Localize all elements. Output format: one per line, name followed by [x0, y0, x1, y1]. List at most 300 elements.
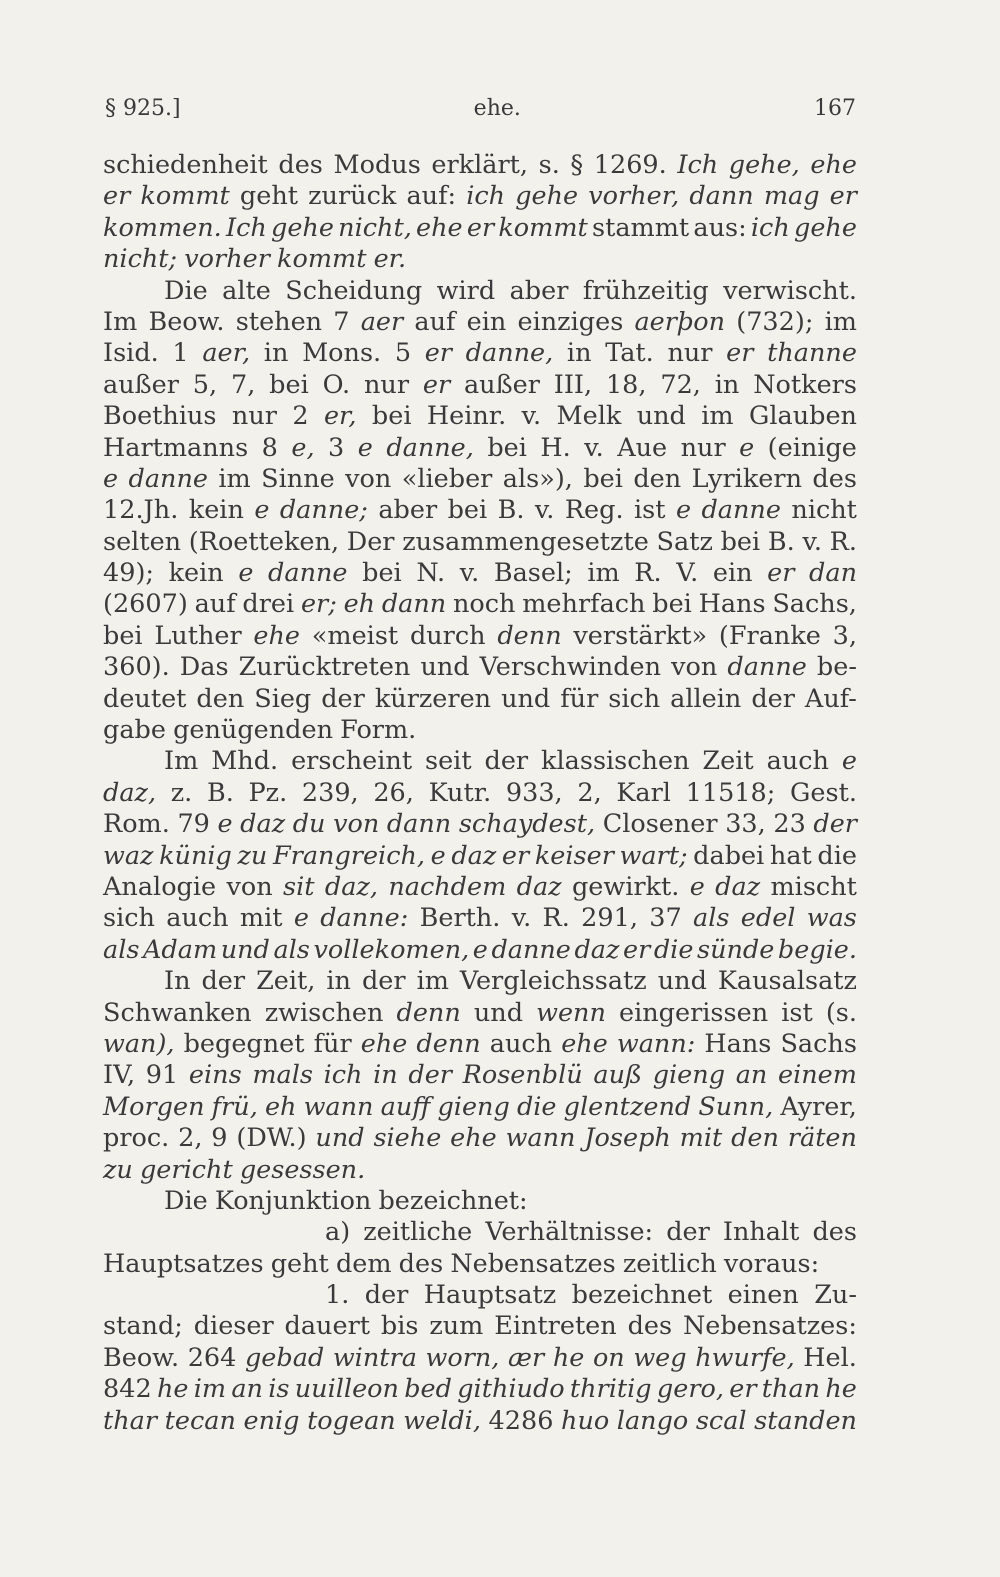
word: than [761, 1374, 821, 1405]
word: er, [323, 401, 357, 432]
word: 18, [605, 369, 647, 400]
word: R. [634, 558, 662, 589]
word: danne: [320, 903, 409, 934]
word: aerþon [634, 306, 726, 337]
word: erscheint [291, 746, 413, 777]
word: a) [325, 1217, 351, 1248]
word: Modus [333, 150, 421, 180]
text-line [103, 307, 857, 338]
word: 2 [292, 401, 309, 432]
word: glentzend [563, 1091, 692, 1122]
word: ich [466, 181, 506, 212]
text-line [103, 558, 857, 589]
word: githiudo [457, 1374, 565, 1405]
word: der [321, 683, 365, 714]
word: er [501, 840, 530, 871]
word: allein [670, 683, 742, 714]
word: zurück [308, 181, 397, 212]
word: geht [270, 1248, 329, 1279]
word: 291, [581, 903, 638, 934]
word: als»), [502, 463, 573, 494]
word: gesessen. [239, 1154, 366, 1185]
word: (732); [736, 306, 814, 337]
word: H. [540, 432, 571, 463]
word: als [103, 934, 140, 965]
word: mit [679, 1123, 723, 1154]
word: begegnet [183, 1028, 305, 1059]
word: frü, [211, 1091, 258, 1122]
text-line [103, 276, 857, 307]
word: hwurfe, [695, 1342, 795, 1373]
word: Beow. [148, 306, 225, 337]
word: thar [103, 1405, 158, 1436]
word: und [220, 934, 270, 965]
text-line [103, 684, 857, 715]
word: Schwanken [103, 997, 252, 1028]
text-line [103, 1155, 857, 1186]
text-line [103, 998, 857, 1029]
text-line [103, 1280, 857, 1311]
word: im [218, 463, 251, 494]
word: 2, [577, 777, 602, 808]
word: Scheidung [285, 275, 423, 306]
word: he [825, 1374, 857, 1405]
word: thritig [569, 1374, 652, 1405]
word: im [701, 401, 734, 432]
word: gieng [437, 1091, 510, 1122]
word: aber [378, 495, 438, 526]
word: wann: [616, 1028, 696, 1059]
word: kein [168, 558, 224, 589]
word: mehrfach [522, 589, 646, 620]
word: nicht, [338, 212, 412, 243]
word: 9 [211, 1123, 228, 1154]
word: er [466, 212, 495, 243]
word: bei [371, 401, 412, 432]
word: Zu- [814, 1280, 857, 1311]
word: Beow. [103, 1342, 180, 1373]
word: eingerissen [619, 997, 769, 1028]
word: e [841, 746, 857, 777]
word: danne [701, 495, 781, 526]
word: e [430, 840, 446, 871]
word: uuilleon [294, 1374, 399, 1405]
text-line [103, 778, 857, 809]
word: v. [511, 903, 532, 934]
word: R. [829, 526, 857, 557]
word: des [627, 1311, 673, 1342]
word: danne [128, 463, 208, 494]
word: 3, [832, 620, 857, 651]
word: Mons. [302, 338, 382, 369]
word: in [326, 966, 351, 997]
word: Kausalsatz [717, 966, 857, 997]
word: er [829, 181, 857, 212]
word: aer [360, 306, 404, 337]
word: 842 [103, 1374, 152, 1405]
word: Zeit [702, 746, 754, 777]
word: alte [222, 275, 271, 306]
word: ehe [810, 150, 857, 180]
word: O. [322, 369, 351, 400]
word: nicht [791, 495, 857, 526]
word: frühzeitig [582, 275, 709, 306]
word: dann [381, 589, 447, 620]
word: nachdem [388, 871, 507, 902]
word: Hauptsatzes [103, 1248, 264, 1279]
word: 49); [103, 558, 154, 589]
text-line [103, 150, 857, 181]
word: er; [300, 589, 337, 620]
word: dieser [193, 1311, 274, 1342]
word: Konjunktion [214, 1185, 372, 1216]
word: aer, [202, 338, 251, 369]
word: Hans [698, 589, 766, 620]
word: (s. [825, 997, 857, 1028]
word: v. [459, 558, 480, 589]
word: v. [534, 495, 555, 526]
text-line [103, 1374, 857, 1405]
text-line [103, 1406, 857, 1437]
word: er. [373, 244, 407, 275]
word: Zurücktreten [238, 652, 411, 683]
word: Verschwinden [479, 652, 662, 683]
word: zu [237, 840, 268, 871]
section-reference: § 925.] [105, 96, 181, 121]
word: 8 [261, 432, 278, 463]
word: Gest. [790, 777, 857, 808]
word: togean [307, 1405, 396, 1436]
text-line [103, 966, 857, 997]
word: worn, [425, 1342, 500, 1373]
word: stammt [592, 212, 690, 243]
word: danne [727, 652, 807, 683]
text-line [103, 1029, 857, 1060]
word: 1269. [593, 150, 667, 180]
word: stehen [235, 306, 323, 337]
word: mit [239, 903, 283, 934]
word: an [735, 1060, 768, 1091]
text-line [103, 872, 857, 903]
word: Eintreten [494, 1311, 617, 1342]
word: wart; [619, 840, 688, 871]
running-header [105, 96, 856, 121]
word: Closener [602, 809, 718, 840]
word: 4286 [488, 1405, 554, 1436]
word: nur [231, 401, 277, 432]
word: 1 [172, 338, 189, 369]
word: drei [242, 589, 295, 620]
word: ehe [561, 1028, 608, 1059]
word: Sieg [254, 683, 312, 714]
word: Im [164, 746, 199, 777]
word: Glauben [748, 401, 857, 432]
word: in [566, 338, 592, 369]
text-line [103, 1123, 857, 1154]
word: was [806, 903, 857, 934]
word: verwischt. [723, 275, 857, 306]
word: e, [291, 432, 315, 463]
word: denn [396, 997, 461, 1028]
word: R. [542, 903, 570, 934]
word: Im [103, 306, 138, 337]
word: Lyrikern [691, 463, 802, 494]
word: bed [404, 1374, 452, 1405]
word: daz [574, 934, 620, 965]
text-line [103, 401, 857, 432]
word: Notkers [753, 369, 857, 400]
word: v. [802, 526, 822, 557]
word: kürzeren [374, 683, 492, 714]
word: die [653, 934, 694, 965]
word: genügenden [173, 715, 334, 746]
word: 239, [301, 777, 359, 808]
word: gehe, [728, 150, 800, 180]
word: gero, [656, 1374, 724, 1405]
word: noch [453, 589, 516, 620]
word: 12.Jh. [103, 495, 179, 526]
word: vorher [184, 244, 270, 275]
word: B. [206, 777, 234, 808]
word: 933, [505, 777, 563, 808]
word: wann [303, 1091, 374, 1122]
word: bezeichnet [571, 1280, 713, 1311]
text-line [103, 338, 857, 369]
word: be- [816, 652, 857, 683]
word: kommt [277, 244, 367, 275]
word: Ich [677, 150, 719, 180]
word: Sachs, [772, 589, 857, 620]
word: ehe [416, 212, 463, 243]
word: Basel; [493, 558, 573, 589]
text-line [103, 464, 857, 495]
word: proc. [103, 1123, 170, 1154]
word: wintra [332, 1342, 417, 1373]
word: in [373, 1060, 398, 1091]
word: voraus: [723, 1248, 820, 1279]
word: (Franke [718, 620, 821, 651]
word: Ich [226, 212, 267, 243]
word: he [156, 1374, 189, 1405]
word: Tat. [605, 338, 654, 369]
word: (Roetteken, [188, 526, 340, 557]
word: gebad [244, 1342, 325, 1373]
word: e [238, 558, 254, 589]
word: gericht [139, 1154, 233, 1185]
word: ehe [450, 1123, 497, 1154]
page-number: 167 [813, 96, 856, 121]
word: künig [159, 840, 232, 871]
word: IV, [103, 1060, 136, 1091]
word: 37 [649, 903, 682, 934]
word: von [671, 652, 718, 683]
word: e [357, 432, 373, 463]
word: ein [466, 306, 507, 337]
word: «lieber [401, 463, 493, 494]
word: kommen. [103, 212, 222, 243]
word: Hartmanns [103, 432, 249, 463]
word: auf: [406, 181, 457, 212]
word: gieng [652, 1060, 726, 1091]
word: du [292, 809, 326, 840]
word: den [196, 683, 245, 714]
word: e [103, 463, 119, 494]
text-line [103, 433, 857, 464]
word: er [767, 558, 795, 589]
word: e [675, 495, 692, 526]
word: Sunn, [698, 1091, 774, 1122]
word: als [693, 903, 730, 934]
word: gewirkt. [571, 871, 680, 902]
text-line [103, 621, 857, 652]
word: Vergleichssatz [459, 966, 647, 997]
word: daz [451, 840, 497, 871]
word: auf [194, 589, 236, 620]
text-line [103, 903, 857, 934]
word: auß [593, 1060, 643, 1091]
word: 26, [373, 777, 414, 808]
word: wenn [536, 997, 606, 1028]
word: Die [164, 275, 208, 306]
word: z. [170, 777, 193, 808]
word: Morgen [103, 1091, 205, 1122]
word: gehe [794, 212, 857, 243]
word: aus: [693, 212, 747, 243]
word: Zeit, [256, 966, 316, 997]
word: Kutr. [428, 777, 492, 808]
word: einen [727, 1280, 799, 1311]
word: kein [188, 495, 244, 526]
word: dem [335, 1248, 392, 1279]
word: und [657, 966, 707, 997]
word: mals [252, 1060, 313, 1091]
word: e [254, 495, 270, 526]
text-line [103, 1343, 857, 1374]
word: 79 [177, 809, 210, 840]
word: standen [754, 1405, 857, 1436]
word: zu [103, 1154, 133, 1185]
word: (einige [767, 432, 857, 463]
word: bei [652, 589, 692, 620]
text-line [103, 370, 857, 401]
word: der [364, 1280, 409, 1311]
word: nur [363, 369, 410, 400]
word: danne, [386, 432, 474, 463]
word: klassischen [541, 746, 690, 777]
word: der [666, 1217, 710, 1248]
word: bei [583, 463, 623, 494]
word: In [164, 966, 191, 997]
word: des [278, 150, 323, 180]
word: ist [634, 495, 666, 526]
word: e [217, 809, 233, 840]
word: bei [362, 558, 402, 589]
word: sit [283, 871, 315, 902]
word: im [416, 966, 449, 997]
word: danne; [279, 495, 368, 526]
word: Reg. [564, 495, 624, 526]
word: er [623, 934, 651, 965]
word: vollekomen, [313, 934, 470, 965]
word: zeitliche [363, 1217, 473, 1248]
word: nur [667, 338, 713, 369]
word: nur [680, 432, 726, 463]
word: und [501, 683, 551, 714]
word: III, [553, 369, 593, 400]
word: Luther [154, 620, 242, 651]
text-line [103, 746, 857, 777]
word: v. [521, 401, 542, 432]
word: v. [584, 432, 604, 463]
word: 91 [145, 1060, 179, 1091]
word: daz [715, 871, 761, 902]
word: Aue [617, 432, 668, 463]
word: selten [103, 526, 182, 557]
word: von [333, 809, 380, 840]
word: erklärt, [431, 150, 529, 180]
word: Heinr. [426, 401, 507, 432]
word: weg [633, 1342, 687, 1373]
word: eh [264, 1091, 297, 1122]
word: Isid. [103, 338, 159, 369]
word: Karl [616, 777, 671, 808]
text-line [103, 495, 857, 526]
word: zusammengesetzte [402, 526, 649, 557]
word: daz, [324, 871, 378, 902]
word: auch [766, 746, 829, 777]
word: schaydest, [458, 809, 596, 840]
word: 7 [333, 306, 350, 337]
word: § [570, 150, 584, 180]
word: gabe [103, 715, 166, 746]
word: mischt [770, 871, 857, 902]
word: huo [561, 1405, 610, 1436]
word: begie. [777, 934, 857, 965]
word: is [268, 1374, 290, 1405]
text-line [103, 1092, 857, 1123]
word: ist [781, 997, 813, 1028]
word: des [398, 1248, 444, 1279]
word: einziges [517, 306, 624, 337]
word: in [263, 338, 289, 369]
word: Hans [704, 1028, 772, 1059]
text-line [103, 809, 857, 840]
word: außer [103, 369, 179, 400]
word: und [315, 1123, 365, 1154]
word: eh [343, 589, 376, 620]
word: ein [712, 558, 753, 589]
text-line [103, 244, 857, 275]
word: daz, [103, 777, 157, 808]
word: V. [676, 558, 699, 589]
word: Sachs [780, 1028, 857, 1059]
word: 33, [725, 809, 766, 840]
word: Form. [340, 715, 417, 746]
word: Satz [656, 526, 713, 557]
word: und [636, 401, 686, 432]
word: bei [269, 369, 309, 400]
word: kommt [498, 212, 588, 243]
word: Rosenblü [462, 1060, 583, 1091]
word: im [824, 306, 857, 337]
word: wann [505, 1123, 576, 1154]
word: daz [516, 871, 562, 902]
word: ich [750, 212, 790, 243]
word: den [731, 1123, 779, 1154]
word: er [103, 181, 131, 212]
word: Hauptsatz [423, 1280, 557, 1311]
word: gehe [271, 212, 334, 243]
